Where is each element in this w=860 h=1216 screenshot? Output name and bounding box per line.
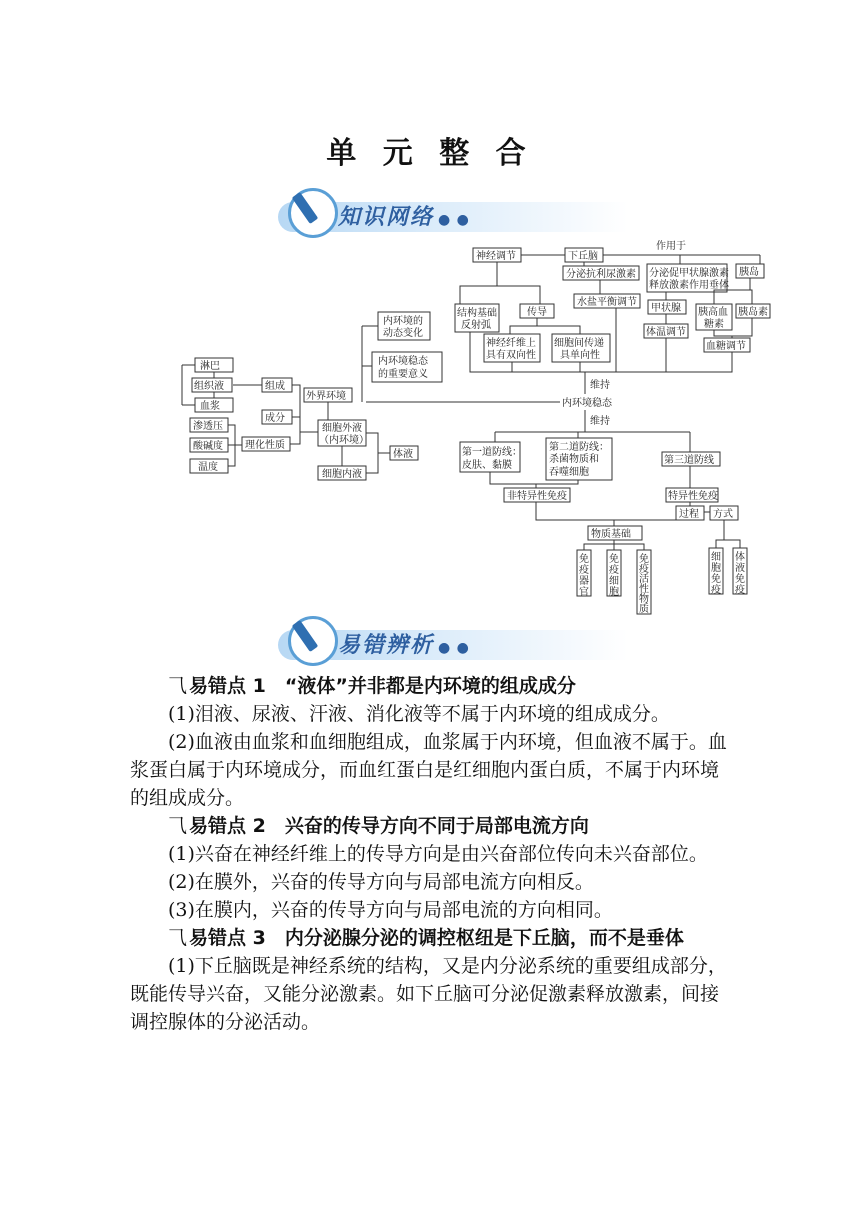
node-xibaomianyi: 细胞免疫: [711, 552, 721, 596]
section-2-p2: (2)在膜外，兴奋的传导方向与局部电流方向相反。: [168, 871, 594, 893]
node-guocheng: 过程: [679, 509, 699, 520]
node-dier-3: 吞噬细胞: [549, 467, 589, 478]
node-yidaosu: 胰岛素: [738, 307, 768, 318]
node-yigaoxue-1: 胰高血: [698, 307, 728, 318]
node-mianyiqiguan: 免疫器官: [579, 554, 589, 598]
node-feiteyi: 非特异性免疫: [507, 491, 567, 502]
node-wentai-2: 的重要意义: [378, 369, 428, 380]
node-fenmikangli: 分泌抗利尿激素: [566, 269, 636, 280]
section-2-p1: (1)兴奋在神经纤维上的传导方向是由兴奋部位传向未兴奋部位。: [168, 843, 708, 865]
node-shenjingxianwei-1: 神经纤维上: [486, 338, 536, 349]
section-2-p3: (3)在膜内，兴奋的传导方向与局部电流的方向相同。: [168, 899, 613, 921]
node-yidao: 胰岛: [739, 267, 759, 278]
node-dongtai-2: 动态变化: [383, 328, 423, 339]
node-waijie: 外界环境: [306, 391, 346, 402]
node-teyi: 特异性免疫: [668, 491, 718, 502]
section-3-heading: ⺄ 易错点 3 内分泌腺分泌的调控枢纽是下丘脑，而不是垂体: [168, 927, 684, 949]
node-chuandao: 传导: [527, 307, 547, 318]
node-fangshi: 方式: [713, 509, 733, 520]
node-dier-1: 第二道防线：: [549, 442, 609, 453]
node-mianyihuoxing: 免疫活性物质: [639, 554, 649, 615]
node-shenjing: 神经调节: [476, 251, 516, 262]
node-xibaojian-1: 细胞间传递: [554, 338, 604, 349]
node-zuoyongyu: 作用于: [656, 241, 686, 252]
node-weichi-bottom: 维持: [590, 416, 610, 427]
section-2-heading: ⺄ 易错点 2 兴奋的传导方向不同于局部电流方向: [168, 815, 589, 837]
node-diyi-1: 第一道防线：: [462, 447, 522, 458]
section-3-p1: (1)下丘脑既是神经系统的结构，又是内分泌系统的重要组成部分，既能传导兴奋，又能分泌激素。如下丘脑可分泌促激素释放激素，间接调控腺体的分泌活动。: [130, 955, 727, 1033]
node-xibaowaiye-2: （内环境）: [319, 435, 369, 446]
node-shenjingxianwei-2: 具有双向性: [486, 350, 536, 361]
node-xiaqiunao: 下丘脑: [568, 251, 598, 262]
banner-label: 知识网络: [338, 205, 435, 230]
banner-label: 易错辨析: [338, 633, 435, 658]
node-wentai-1: 内环境稳态: [378, 356, 428, 367]
page-title: 单 元 整 合: [326, 136, 534, 171]
node-yigaoxue-2: 糖素: [704, 319, 724, 330]
node-xibaoneiye: 细胞内液: [322, 469, 362, 480]
node-weichi-top: 维持: [590, 380, 610, 391]
node-zucheng: 组成: [265, 381, 285, 392]
node-lihua: 理化性质: [245, 440, 285, 451]
banner-error-analysis: 易错辨析 ● ●: [278, 614, 628, 666]
node-jiazhuangxian: 甲状腺: [651, 303, 681, 314]
section-1-heading: ⺄ 易错点 1 “液体”并非都是内环境的组成成分: [168, 675, 576, 697]
node-tiye: 体液: [393, 449, 413, 460]
node-neihuanjing-wentai: 内环境稳态: [562, 398, 612, 409]
node-suanjiandu: 酸碱度: [193, 441, 223, 452]
node-xibaojian-2: 具单向性: [560, 350, 600, 361]
node-wuzhi: 物质基础: [591, 529, 631, 540]
node-tiwen: 体温调节: [646, 327, 686, 338]
node-dongtai-1: 内环境的: [383, 316, 423, 327]
section-1-p1: (1)泪液、尿液、汗液、消化液等不属于内环境的组成成分。: [168, 703, 670, 725]
node-xuejiang: 血浆: [200, 401, 220, 412]
node-linba: 淋巴: [200, 361, 220, 372]
node-disan: 第三道防线: [664, 455, 714, 466]
error-points: [130, 672, 735, 1036]
node-xuetang: 血糖调节: [706, 341, 746, 352]
node-zuzhiye: 组织液: [194, 381, 224, 392]
node-chengfen: 成分: [265, 413, 285, 424]
section-1-p2: (2)血液由血浆和血细胞组成，血浆属于内环境，但血液不属于。血浆蛋白属于内环境成分，而血红蛋白是红细胞内蛋白质，不属于内环境的组成成分。: [130, 731, 727, 809]
node-shentouya: 渗透压: [193, 421, 223, 432]
banner-knowledge-network: 知识网络 ● ●: [278, 186, 628, 238]
node-jiegou-2: 反射弧: [461, 320, 491, 331]
node-mianyixibao: 免疫细胞: [609, 554, 619, 598]
node-diyi-2: 皮肤、黏膜: [462, 460, 512, 471]
node-shuiyan: 水盐平衡调节: [577, 297, 637, 308]
node-dier-2: 杀菌物质和: [549, 454, 599, 465]
node-cujiazhuang-2: 释放激素作用垂体: [649, 280, 729, 291]
node-tiyemianyi: 体液免疫: [735, 552, 745, 596]
node-jiegou-1: 结构基础: [457, 308, 497, 319]
node-cujiazhuang-1: 分泌促甲状腺激素: [649, 268, 729, 279]
node-xibaowaiye-1: 细胞外液: [322, 423, 362, 434]
node-wendu: 温度: [198, 462, 218, 473]
